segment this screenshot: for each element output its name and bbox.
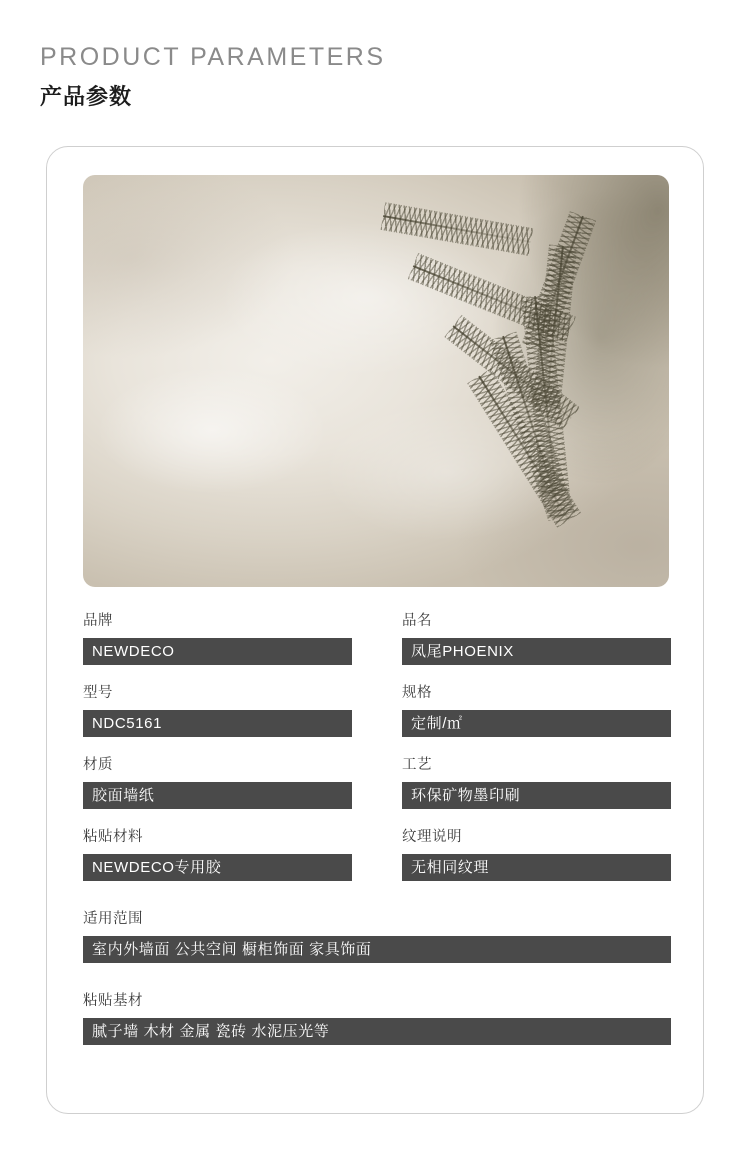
spec-row — [83, 753, 671, 809]
spec-label: 规格 — [402, 685, 432, 701]
spec-list — [83, 609, 671, 1045]
spec-value: 室内外墙面 公共空间 橱柜饰面 家具饰面 — [83, 936, 671, 963]
parameters-card — [46, 146, 704, 1114]
product-image — [83, 175, 669, 587]
spec-label: 品牌 — [83, 613, 113, 629]
spec-label: 粘贴材料 — [83, 829, 143, 845]
spec-value: NEWDECO专用胶 — [83, 854, 352, 881]
spec-label: 粘贴基材 — [83, 993, 143, 1009]
spec-item-brand — [83, 609, 352, 665]
spec-label: 品名 — [402, 613, 432, 629]
spec-item-material — [83, 753, 352, 809]
spec-item-adhesive — [83, 825, 352, 881]
spec-item-model — [83, 681, 352, 737]
spec-value: 环保矿物墨印刷 — [402, 782, 671, 809]
spec-value: 胶面墙纸 — [83, 782, 352, 809]
page-title-en: PRODUCT PARAMETERS — [40, 43, 386, 71]
spec-item-texture-note — [402, 825, 671, 881]
page-header — [0, 0, 750, 110]
spec-label: 适用范围 — [83, 911, 143, 927]
spec-row — [83, 609, 671, 665]
spec-label: 型号 — [83, 685, 113, 701]
spec-value: 无相同纹理 — [402, 854, 671, 881]
spec-label: 纹理说明 — [402, 829, 462, 845]
spec-value: 定制/㎡ — [402, 710, 671, 737]
spec-item-size — [402, 681, 671, 737]
spec-value: NEWDECO — [83, 638, 352, 665]
spec-value: 腻子墙 木材 金属 瓷砖 水泥压光等 — [83, 1018, 671, 1045]
spec-value: 凤尾PHOENIX — [402, 638, 671, 665]
page-title-cn: 产品参数 — [40, 84, 133, 109]
spec-item-process — [402, 753, 671, 809]
spec-item-substrate — [83, 989, 671, 1045]
spec-row — [83, 825, 671, 881]
spec-label: 工艺 — [402, 757, 432, 773]
spec-label: 材质 — [83, 757, 113, 773]
spec-item-product-name — [402, 609, 671, 665]
spec-value: NDC5161 — [83, 710, 352, 737]
spec-item-application-scope — [83, 907, 671, 963]
spec-row — [83, 681, 671, 737]
